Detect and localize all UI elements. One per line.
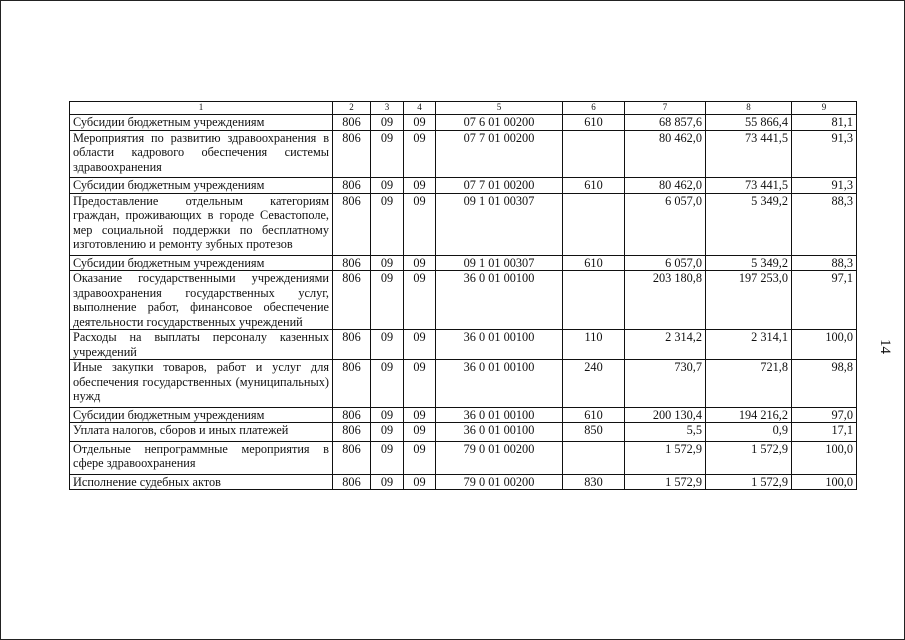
subsection-code-cell: 09	[404, 330, 436, 360]
planned-amount-cell: 200 130,4	[625, 407, 706, 423]
executed-amount-cell: 5 349,2	[706, 193, 792, 255]
percent-executed-cell: 97,0	[792, 407, 857, 423]
expense-type-cell: 610	[563, 407, 625, 423]
planned-amount-cell: 2 314,2	[625, 330, 706, 360]
column-header: 3	[371, 102, 404, 115]
column-header: 6	[563, 102, 625, 115]
row-name-cell: Исполнение судебных актов	[70, 474, 333, 490]
chapter-code-cell: 806	[333, 360, 371, 408]
chapter-code-cell: 806	[333, 474, 371, 490]
expense-type-cell: 850	[563, 423, 625, 442]
percent-executed-cell: 100,0	[792, 441, 857, 474]
planned-amount-cell: 6 057,0	[625, 255, 706, 271]
table-header-row	[70, 102, 857, 115]
budget-table	[69, 101, 857, 490]
planned-amount-cell: 6 057,0	[625, 193, 706, 255]
section-code-cell: 09	[371, 271, 404, 330]
section-code-cell: 09	[371, 130, 404, 178]
expense-type-cell	[563, 271, 625, 330]
subsection-code-cell: 09	[404, 474, 436, 490]
section-code-cell: 09	[371, 407, 404, 423]
target-article-cell: 36 0 01 00100	[436, 407, 563, 423]
column-header: 9	[792, 102, 857, 115]
table-row	[70, 178, 857, 194]
table-row	[70, 330, 857, 360]
percent-executed-cell: 88,3	[792, 255, 857, 271]
planned-amount-cell: 80 462,0	[625, 130, 706, 178]
planned-amount-cell: 68 857,6	[625, 115, 706, 131]
executed-amount-cell: 1 572,9	[706, 474, 792, 490]
chapter-code-cell: 806	[333, 441, 371, 474]
percent-executed-cell: 88,3	[792, 193, 857, 255]
column-header: 4	[404, 102, 436, 115]
section-code-cell: 09	[371, 178, 404, 194]
expense-type-cell: 610	[563, 255, 625, 271]
percent-executed-cell: 100,0	[792, 474, 857, 490]
table-row	[70, 441, 857, 474]
row-name-cell: Расходы на выплаты персоналу казенных учреждений	[70, 330, 333, 360]
row-name-cell: Иные закупки товаров, работ и услуг для обеспечения государственных (муниципальных) нужд	[70, 360, 333, 408]
target-article-cell: 09 1 01 00307	[436, 193, 563, 255]
target-article-cell: 36 0 01 00100	[436, 360, 563, 408]
table-row	[70, 360, 857, 408]
table-row	[70, 423, 857, 442]
row-name-cell: Отдельные непрограммные мероприятия в сфере здравоохранения	[70, 441, 333, 474]
row-name-cell: Субсидии бюджетным учреждениям	[70, 178, 333, 194]
table-row	[70, 130, 857, 178]
target-article-cell: 36 0 01 00100	[436, 423, 563, 442]
subsection-code-cell: 09	[404, 255, 436, 271]
percent-executed-cell: 97,1	[792, 271, 857, 330]
chapter-code-cell: 806	[333, 130, 371, 178]
percent-executed-cell: 98,8	[792, 360, 857, 408]
executed-amount-cell: 0,9	[706, 423, 792, 442]
subsection-code-cell: 09	[404, 407, 436, 423]
expense-type-cell: 830	[563, 474, 625, 490]
chapter-code-cell: 806	[333, 423, 371, 442]
expense-type-cell: 240	[563, 360, 625, 408]
row-name-cell: Мероприятия по развитию здравоохранения в области кадрового обеспечения системы здравоохранения	[70, 130, 333, 178]
column-header: 5	[436, 102, 563, 115]
planned-amount-cell: 80 462,0	[625, 178, 706, 194]
table-row	[70, 255, 857, 271]
target-article-cell: 79 0 01 00200	[436, 474, 563, 490]
chapter-code-cell: 806	[333, 115, 371, 131]
chapter-code-cell: 806	[333, 271, 371, 330]
row-name-cell: Предоставление отдельным категориям граждан, проживающих в городе Севастополе, мер социальной поддержки по бесплатному изготовлению и ремонту зубных протезов	[70, 193, 333, 255]
subsection-code-cell: 09	[404, 178, 436, 194]
expense-type-cell	[563, 441, 625, 474]
chapter-code-cell: 806	[333, 193, 371, 255]
executed-amount-cell: 73 441,5	[706, 178, 792, 194]
target-article-cell: 07 7 01 00200	[436, 130, 563, 178]
column-header: 7	[625, 102, 706, 115]
percent-executed-cell: 17,1	[792, 423, 857, 442]
row-name-cell: Субсидии бюджетным учреждениям	[70, 115, 333, 131]
chapter-code-cell: 806	[333, 255, 371, 271]
table-row	[70, 407, 857, 423]
subsection-code-cell: 09	[404, 193, 436, 255]
row-name-cell: Уплата налогов, сборов и иных платежей	[70, 423, 333, 442]
column-header: 8	[706, 102, 792, 115]
executed-amount-cell: 194 216,2	[706, 407, 792, 423]
chapter-code-cell: 806	[333, 407, 371, 423]
percent-executed-cell: 91,3	[792, 130, 857, 178]
percent-executed-cell: 81,1	[792, 115, 857, 131]
percent-executed-cell: 100,0	[792, 330, 857, 360]
row-name-cell: Субсидии бюджетным учреждениям	[70, 407, 333, 423]
target-article-cell: 09 1 01 00307	[436, 255, 563, 271]
subsection-code-cell: 09	[404, 423, 436, 442]
planned-amount-cell: 730,7	[625, 360, 706, 408]
subsection-code-cell: 09	[404, 360, 436, 408]
executed-amount-cell: 2 314,1	[706, 330, 792, 360]
table-row	[70, 193, 857, 255]
planned-amount-cell: 1 572,9	[625, 474, 706, 490]
section-code-cell: 09	[371, 474, 404, 490]
page-number: 14	[877, 339, 893, 354]
expense-type-cell: 610	[563, 178, 625, 194]
subsection-code-cell: 09	[404, 271, 436, 330]
percent-executed-cell: 91,3	[792, 178, 857, 194]
row-name-cell: Субсидии бюджетным учреждениям	[70, 255, 333, 271]
chapter-code-cell: 806	[333, 330, 371, 360]
table-row	[70, 115, 857, 131]
subsection-code-cell: 09	[404, 441, 436, 474]
column-header: 1	[70, 102, 333, 115]
section-code-cell: 09	[371, 360, 404, 408]
target-article-cell: 07 7 01 00200	[436, 178, 563, 194]
expense-type-cell: 610	[563, 115, 625, 131]
executed-amount-cell: 5 349,2	[706, 255, 792, 271]
table-row	[70, 474, 857, 490]
executed-amount-cell: 1 572,9	[706, 441, 792, 474]
target-article-cell: 36 0 01 00100	[436, 330, 563, 360]
executed-amount-cell: 73 441,5	[706, 130, 792, 178]
target-article-cell: 79 0 01 00200	[436, 441, 563, 474]
executed-amount-cell: 55 866,4	[706, 115, 792, 131]
chapter-code-cell: 806	[333, 178, 371, 194]
executed-amount-cell: 721,8	[706, 360, 792, 408]
section-code-cell: 09	[371, 193, 404, 255]
target-article-cell: 36 0 01 00100	[436, 271, 563, 330]
row-name-cell: Оказание государственными учреждениями здравоохранения государственных услуг, выполнение работ, финансовое обеспечение деятельности государственных учреждений	[70, 271, 333, 330]
expense-type-cell	[563, 193, 625, 255]
planned-amount-cell: 5,5	[625, 423, 706, 442]
section-code-cell: 09	[371, 115, 404, 131]
subsection-code-cell: 09	[404, 130, 436, 178]
expense-type-cell: 110	[563, 330, 625, 360]
planned-amount-cell: 1 572,9	[625, 441, 706, 474]
planned-amount-cell: 203 180,8	[625, 271, 706, 330]
section-code-cell: 09	[371, 255, 404, 271]
section-code-cell: 09	[371, 330, 404, 360]
executed-amount-cell: 197 253,0	[706, 271, 792, 330]
table-row	[70, 271, 857, 330]
subsection-code-cell: 09	[404, 115, 436, 131]
target-article-cell: 07 6 01 00200	[436, 115, 563, 131]
section-code-cell: 09	[371, 423, 404, 442]
section-code-cell: 09	[371, 441, 404, 474]
column-header: 2	[333, 102, 371, 115]
expense-type-cell	[563, 130, 625, 178]
